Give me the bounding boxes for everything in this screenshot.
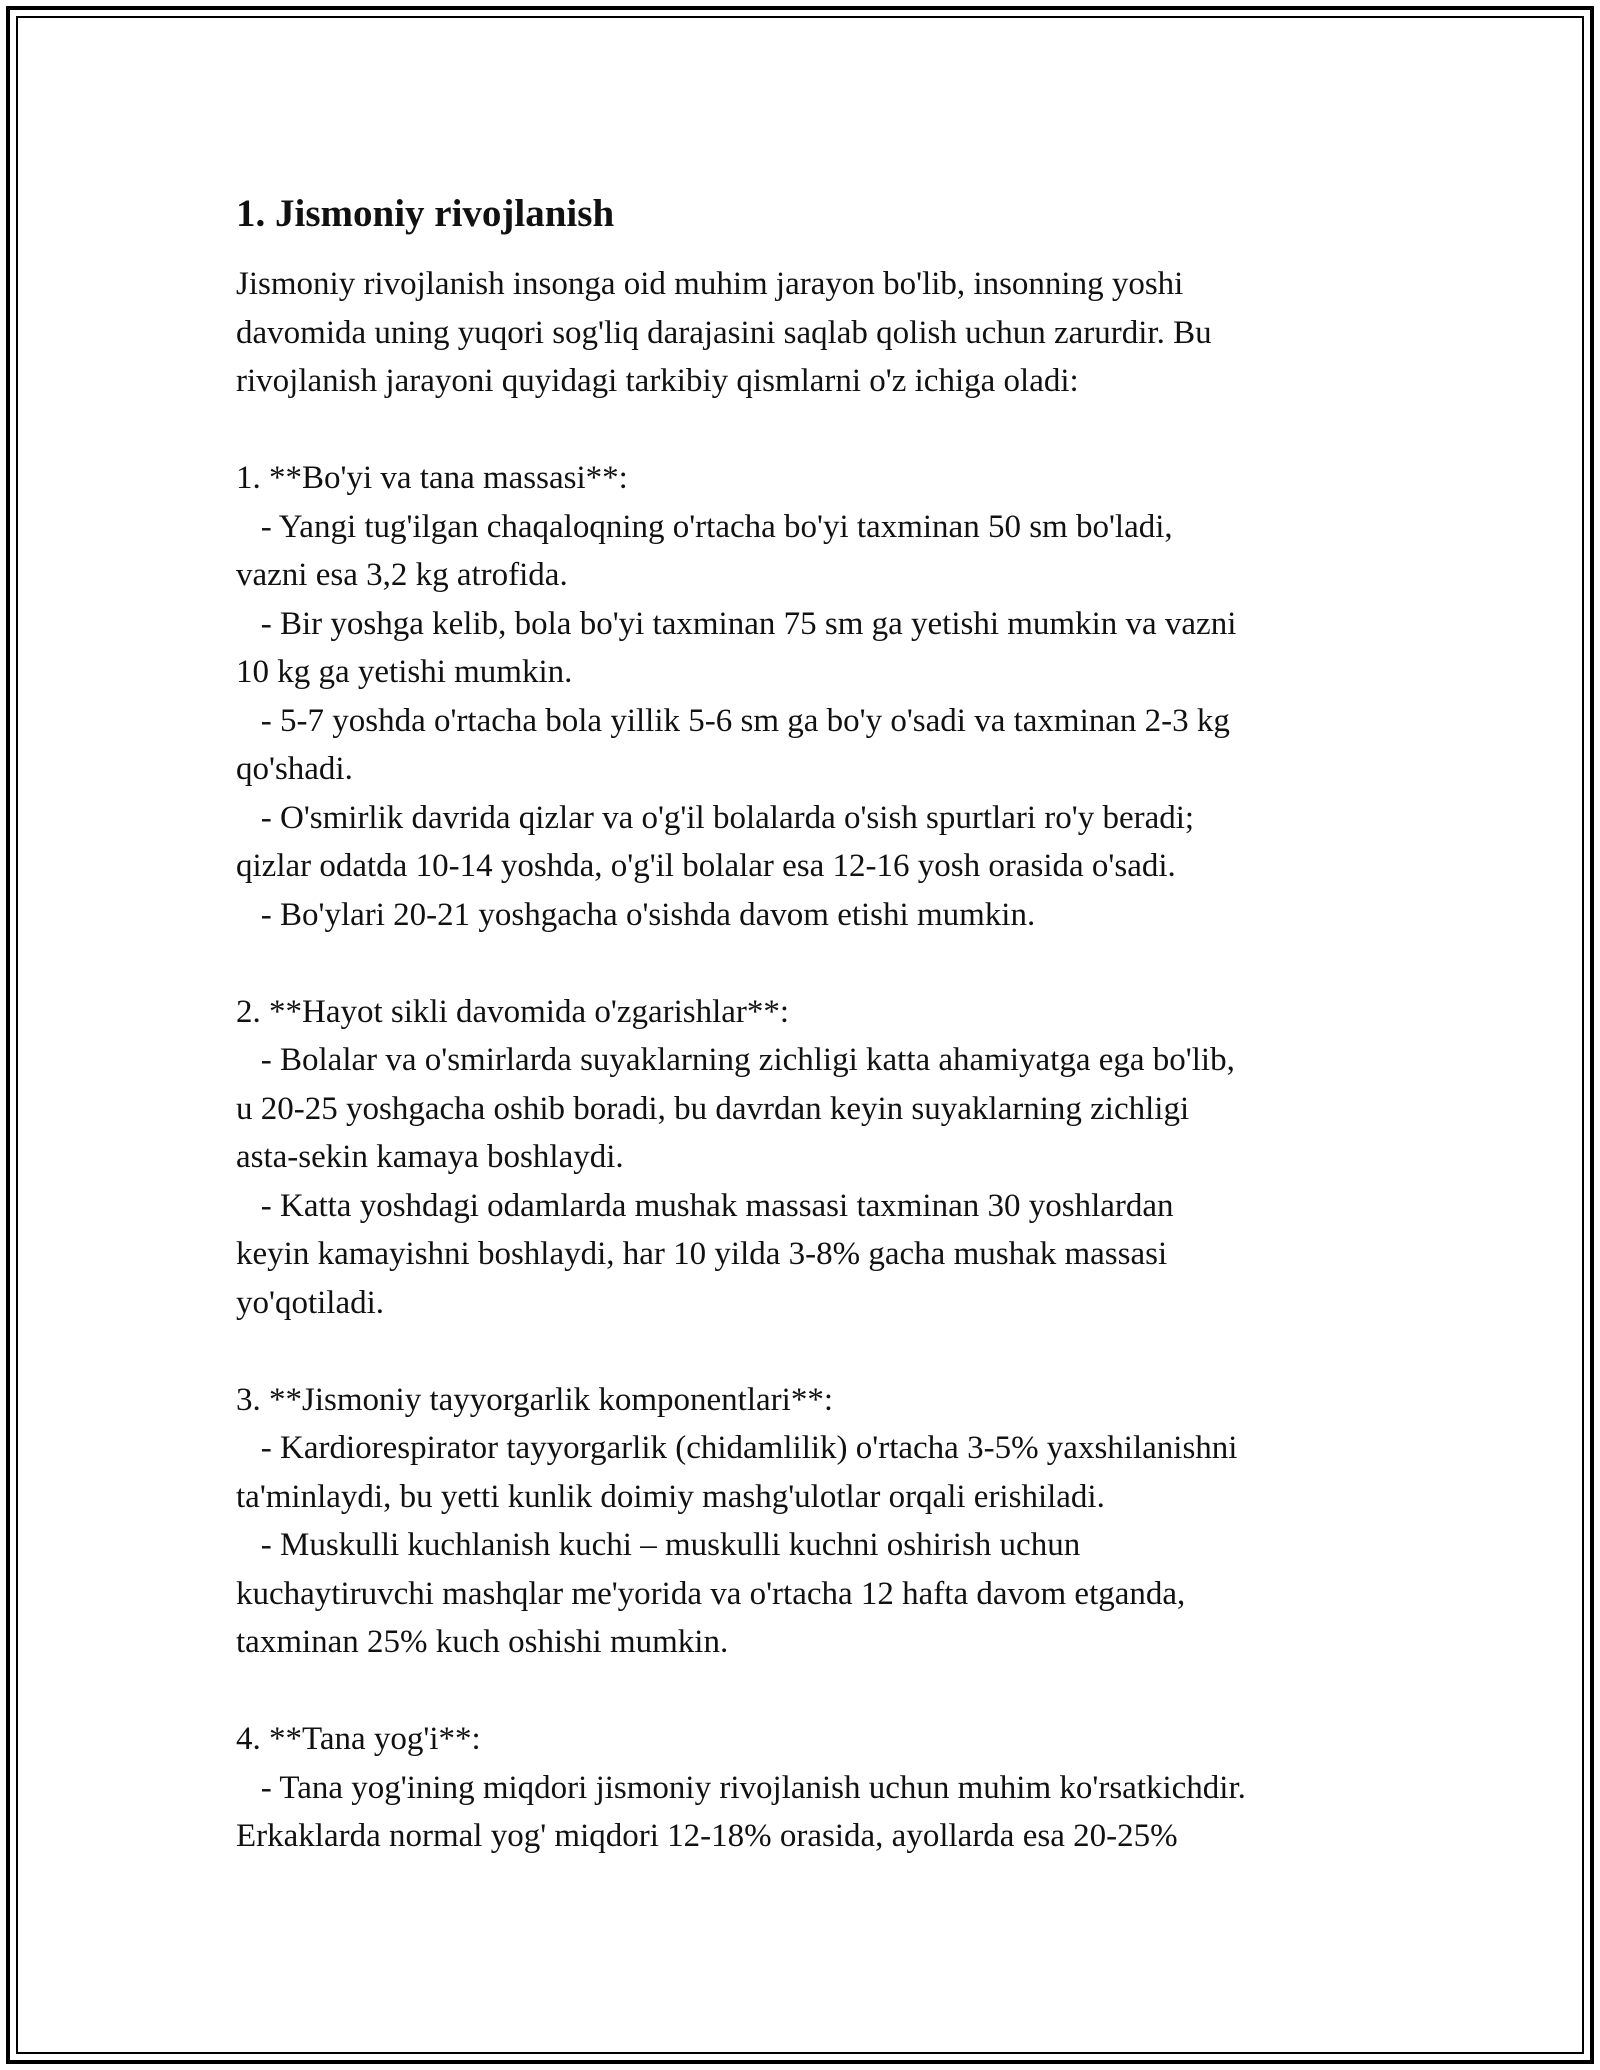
list-item-line: - Yangi tug'ilgan chaqaloqning o'rtacha bo'yi taxminan 50 sm bo'ladi,	[236, 508, 1173, 545]
intro-line: Jismoniy rivojlanish insonga oid muhim jarayon bo'lib, insonning yoshi	[236, 266, 1184, 302]
list-item-title: 3. **Jismoniy tayyorgarlik komponentlari**:	[236, 1381, 833, 1418]
blank-line	[236, 1327, 1386, 1376]
list-item-line: ta'minlaydi, bu yetti kunlik doimiy mashg'ulotlar orqali erishiladi.	[236, 1478, 1105, 1515]
blank-line	[236, 406, 1386, 455]
list-item-line: - Tana yog'ining miqdori jismoniy rivojlanish uchun muhim ko'rsatkichdir.	[236, 1769, 1246, 1806]
list-item-line: 10 kg ga yetishi mumkin.	[236, 654, 573, 690]
blank-line	[236, 939, 1386, 988]
document-body	[236, 186, 1386, 1861]
intro-line: davomida uning yuqori sog'liq darajasini saqlab qolish uchun zarurdir. Bu	[236, 314, 1212, 351]
list-item-line: taxminan 25% kuch oshishi mumkin.	[236, 1624, 729, 1660]
list-item-title: 2. **Hayot sikli davomida o'zgarishlar**:	[236, 993, 790, 1030]
list-item-line: u 20-25 yoshgacha oshib boradi, bu davrdan keyin suyaklarning zichligi	[236, 1090, 1190, 1127]
blank-line	[236, 1667, 1386, 1716]
list-item-title: 1. **Bo'yi va tana massasi**:	[236, 460, 628, 496]
list-item-line: vazni esa 3,2 kg atrofida.	[236, 557, 568, 593]
list-item-line: kuchaytiruvchi mashqlar me'yorida va o'rtacha 12 hafta davom etganda,	[236, 1575, 1186, 1612]
list-item-line: qo'shadi.	[236, 751, 353, 787]
list-item-line: asta-sekin kamaya boshlaydi.	[236, 1139, 624, 1175]
list-item-line: - Bir yoshga kelib, bola bo'yi taxminan 75 sm ga yetishi mumkin va vazni	[236, 605, 1237, 642]
list-item-line: qizlar odatda 10-14 yoshda, o'g'il bolalar esa 12-16 yosh orasida o'sadi.	[236, 848, 1176, 884]
list-item-line: Erkaklarda normal yog' miqdori 12-18% orasida, ayollarda esa 20-25%	[236, 1818, 1178, 1854]
list-item-title: 4. **Tana yog'i**:	[236, 1721, 481, 1757]
list-item-line: - 5-7 yoshda o'rtacha bola yillik 5-6 sm ga bo'y o'sadi va taxminan 2-3 kg	[236, 702, 1230, 739]
list-item-line: - O'smirlik davrida qizlar va o'g'il bolalarda o'sish spurtlari ro'y beradi;	[236, 799, 1195, 836]
list-item-line: - Muskulli kuchlanish kuchi – muskulli kuchni oshirish uchun	[236, 1527, 1081, 1563]
list-item-line: - Bolalar va o'smirlarda suyaklarning zichligi katta ahamiyatga ega bo'lib,	[236, 1042, 1235, 1078]
list-item-line: keyin kamayishni boshlaydi, har 10 yilda 3-8% gacha mushak massasi	[236, 1236, 1168, 1272]
list-item-line: - Kardiorespirator tayyorgarlik (chidamlilik) o'rtacha 3-5% yaxshilanishni	[236, 1430, 1238, 1466]
list-item-line: - Katta yoshdagi odamlarda mushak massasi taxminan 30 yoshlardan	[236, 1187, 1174, 1224]
list-item-line: yo'qotiladi.	[236, 1284, 385, 1321]
section-heading: 1. Jismoniy rivojlanish	[236, 192, 615, 235]
intro-line: rivojlanish jarayoni quyidagi tarkibiy qismlarni o'z ichiga oladi:	[236, 363, 1079, 399]
list-item-line: - Bo'ylari 20-21 yoshgacha o'sishda davom etishi mumkin.	[236, 896, 1036, 933]
document-text	[236, 260, 1386, 1861]
